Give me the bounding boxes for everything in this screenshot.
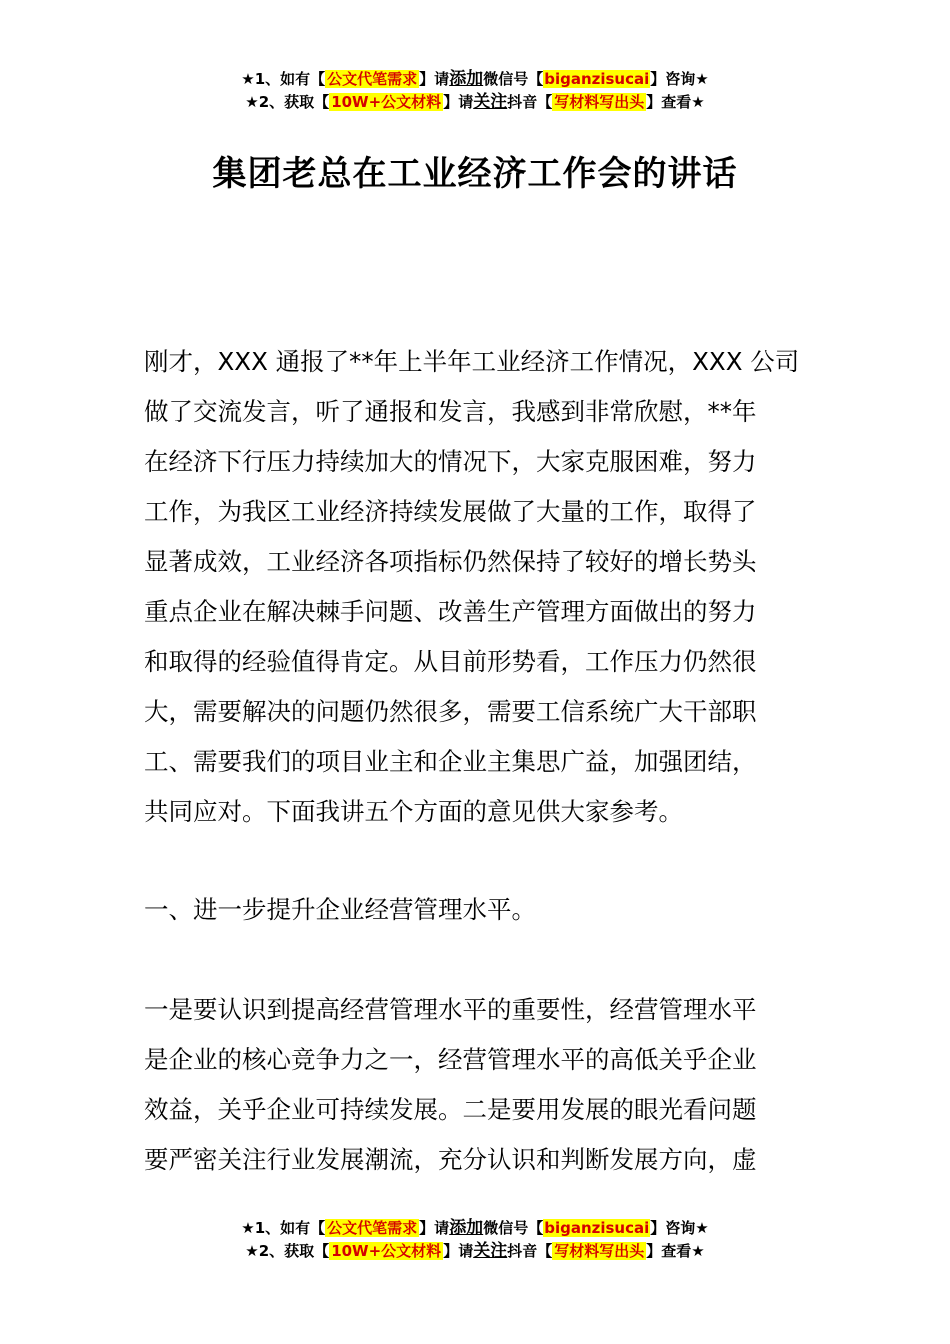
highlight-wechat-id: biganzisucai [544,1219,650,1237]
highlight-materials: 10W+公文材料 [331,1242,442,1260]
highlight-douyin: 写材料写出头 [554,1242,645,1260]
paragraph-section-1 [144,985,812,1185]
text-line: 大，需要解决的问题仍然很多，需要工信系统广大干部职 [144,697,757,726]
document-title: 集团老总在工业经济工作会的讲话 [212,154,738,194]
promo-line-1: ★1、如有【 公文代笔需求 】请添加微信号【biganzisucai】咨询★ [241,69,709,89]
text-line: 在经济下行压力持续加大的情况下，大家克服困难，努力 [144,447,757,476]
text-line: 工、需要我们的项目业主和企业主集思广益，加强团结， [144,747,757,776]
promo-line-1: ★1、如有【 公文代笔需求 】请添加微信号【biganzisucai】咨询★ [241,1218,709,1238]
text-line: 工作，为我区工业经济持续发展做了大量的工作，取得了 [144,497,757,526]
paragraph-intro [144,337,812,837]
text-line: 一是要认识到提高经营管理水平的重要性，经营管理水平 [144,995,757,1024]
highlight-materials: 10W+公文材料 [331,93,442,111]
text-line: 是企业的核心竞争力之一，经营管理水平的高低关乎企业 [144,1045,757,1074]
highlight-service: 公文代笔需求 [327,70,418,88]
text-line: 共同应对。下面我讲五个方面的意见供大家参考。 [144,797,683,826]
highlight-douyin: 写材料写出头 [554,93,645,111]
footer-promo-banner [0,1217,950,1263]
text-line: 和取得的经验值得肯定。从目前形势看，工作压力仍然很 [144,647,757,676]
highlight-service: 公文代笔需求 [327,1219,418,1237]
promo-line-2: ★2、获取【 10W+公文材料 】请关注抖音【 写材料写出头 】查看★ [245,1241,705,1261]
text-line: 要严密关注行业发展潮流，充分认识和判断发展方向，虚 [144,1145,757,1174]
header-promo-banner [0,68,950,114]
section-heading-1: 一、进一步提升企业经营管理水平。 [144,895,536,924]
text-line: 刚才，XXX 通报了**年上半年工业经济工作情况，XXX 公司 [144,347,800,376]
text-line: 显著成效，工业经济各项指标仍然保持了较好的增长势头 [144,547,757,576]
text-line: 做了交流发言，听了通报和发言，我感到非常欣慰，**年 [144,397,757,426]
text-line: 重点企业在解决棘手问题、改善生产管理方面做出的努力 [144,597,757,626]
highlight-wechat-id: biganzisucai [544,70,650,88]
promo-line-2: ★2、获取【 10W+公文材料 】请关注抖音【 写材料写出头 】查看★ [245,92,705,112]
text-line: 效益，关乎企业可持续发展。二是要用发展的眼光看问题 [144,1095,757,1124]
